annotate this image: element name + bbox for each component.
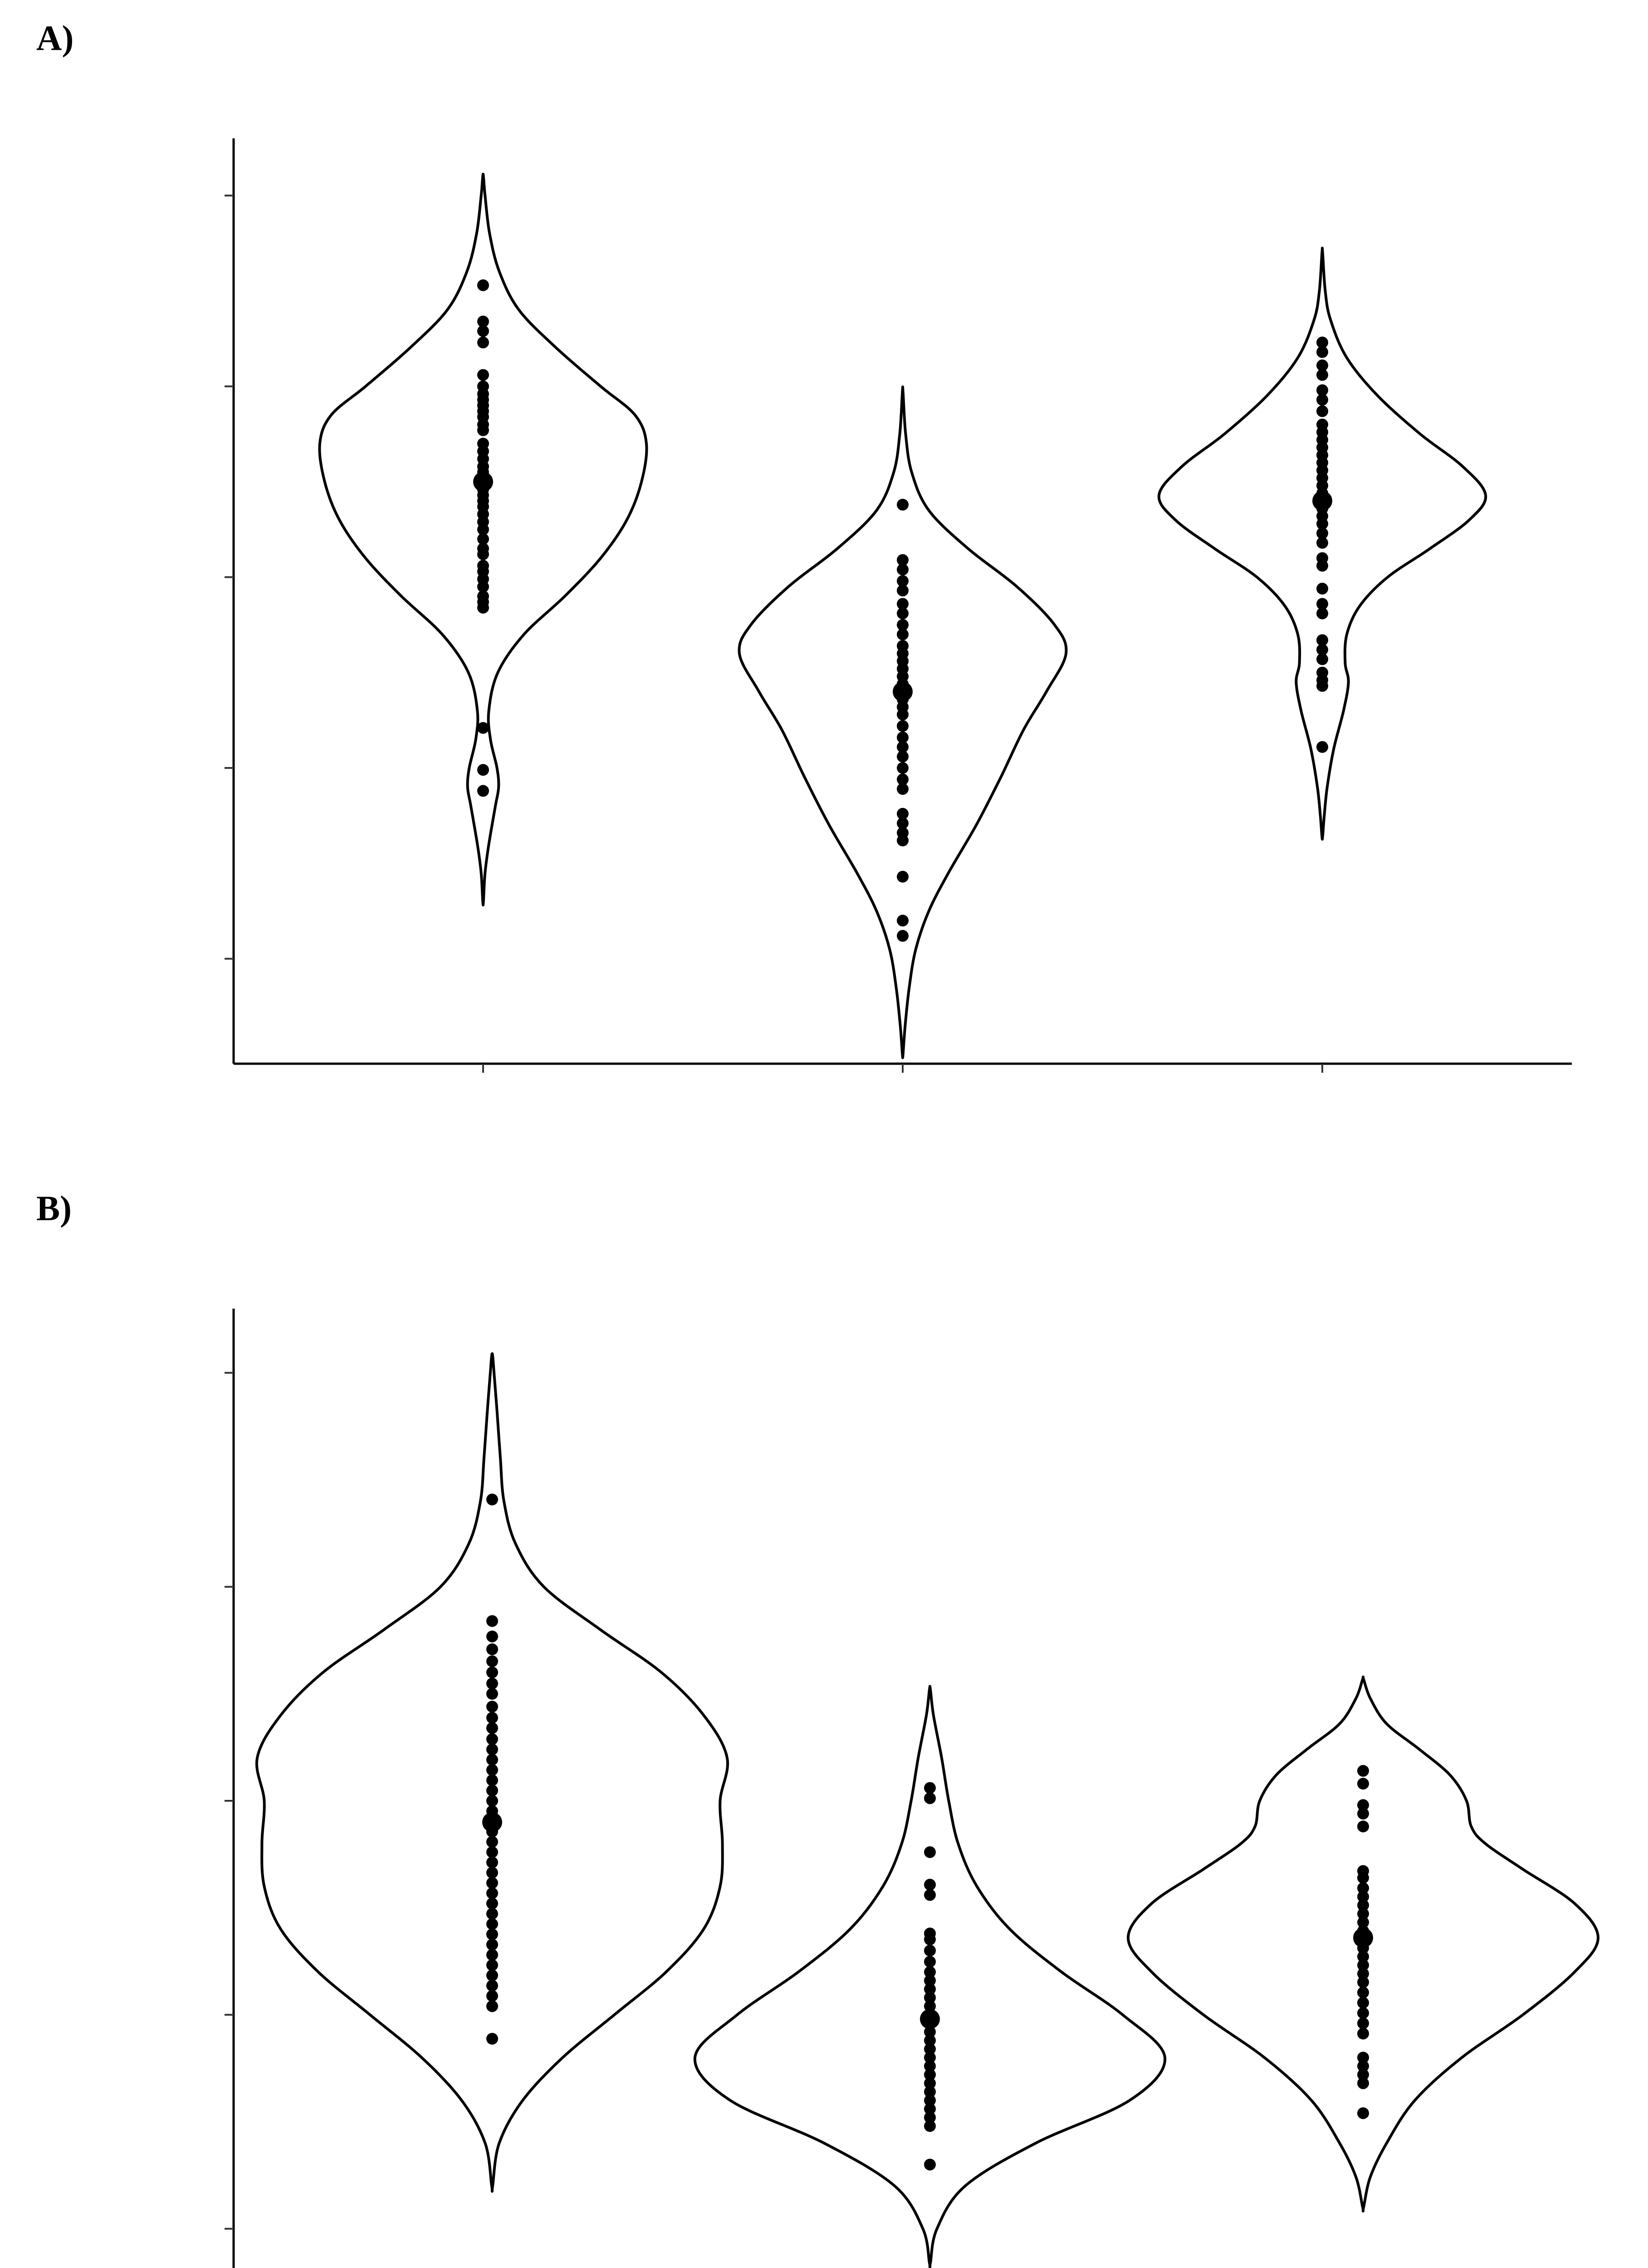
data-point <box>897 762 909 774</box>
data-point <box>486 1857 498 1868</box>
data-point <box>486 1897 498 1909</box>
data-point <box>486 1722 498 1734</box>
data-point <box>486 1744 498 1755</box>
data-point <box>486 1733 498 1745</box>
data-point <box>1357 1976 1369 1988</box>
data-point <box>924 1782 936 1794</box>
data-point <box>1316 537 1328 549</box>
data-point <box>486 1701 498 1712</box>
data-point <box>1316 741 1328 753</box>
data-point <box>477 764 489 776</box>
data-point <box>897 709 909 720</box>
data-point <box>486 1494 498 1505</box>
mean-point <box>920 2009 940 2029</box>
data-point <box>1357 2107 1369 2119</box>
data-point <box>924 1792 936 1804</box>
data-point <box>486 1867 498 1879</box>
data-point <box>486 1784 498 1796</box>
data-point <box>486 1908 498 1920</box>
data-point <box>897 915 909 927</box>
data-point <box>897 499 909 511</box>
data-point <box>477 602 489 614</box>
mean-point <box>1353 1928 1373 1948</box>
data-point <box>486 1877 498 1889</box>
data-point <box>1316 583 1328 595</box>
data-point <box>486 1795 498 1807</box>
data-point <box>924 1956 936 1968</box>
data-point <box>897 564 909 576</box>
data-point <box>486 1615 498 1627</box>
data-point <box>897 720 909 732</box>
data-point <box>477 548 489 560</box>
mean-point <box>1312 491 1332 511</box>
data-point <box>1357 1778 1369 1789</box>
data-point <box>477 722 489 734</box>
data-point <box>1357 1872 1369 1884</box>
data-point <box>1316 405 1328 417</box>
data-point <box>897 585 909 596</box>
data-point <box>477 325 489 337</box>
data-point <box>1357 1808 1369 1819</box>
data-point <box>477 337 489 348</box>
data-point <box>486 2033 498 2045</box>
data-point <box>486 1774 498 1786</box>
data-point <box>486 1712 498 1724</box>
data-point <box>486 1928 498 1940</box>
data-point <box>486 1846 498 1858</box>
data-point <box>897 751 909 763</box>
data-point <box>897 607 909 619</box>
data-point <box>897 629 909 640</box>
data-point <box>1357 1997 1369 2009</box>
observed-violin-chart <box>225 1309 1624 2268</box>
data-point <box>924 2120 936 2132</box>
data-point <box>486 1667 498 1678</box>
data-point <box>486 1970 498 1981</box>
data-point <box>486 1887 498 1899</box>
data-point <box>1316 346 1328 358</box>
data-point <box>486 1643 498 1655</box>
data-point <box>486 1688 498 1700</box>
data-point <box>477 279 489 291</box>
data-point <box>1357 2018 1369 2029</box>
mean-point <box>482 1812 502 1832</box>
data-point <box>924 1846 936 1858</box>
data-point <box>897 871 909 883</box>
data-point <box>1357 2077 1369 2089</box>
data-point <box>1357 2028 1369 2039</box>
data-point <box>1316 560 1328 572</box>
data-point <box>897 930 909 942</box>
mean-point <box>893 682 913 702</box>
panel-a-label: A) <box>36 18 74 58</box>
data-point <box>924 1879 936 1891</box>
data-point <box>1316 607 1328 619</box>
data-point <box>1357 2007 1369 2019</box>
data-point <box>486 1949 498 1961</box>
data-point <box>924 1934 936 1945</box>
mean-point <box>473 472 493 492</box>
data-point <box>486 1677 498 1689</box>
data-point <box>924 1945 936 1956</box>
data-point <box>897 835 909 846</box>
data-point <box>1357 1821 1369 1833</box>
data-point <box>477 369 489 381</box>
data-point <box>486 1939 498 1950</box>
data-point <box>1316 369 1328 381</box>
panel-b-label: B) <box>36 1188 72 1228</box>
data-point <box>1357 1765 1369 1777</box>
data-point <box>486 1764 498 1776</box>
data-point <box>486 1836 498 1848</box>
shannon-index-violin-chart <box>225 138 1572 1073</box>
data-point <box>486 1980 498 1992</box>
data-point <box>486 1990 498 2002</box>
data-point <box>477 785 489 797</box>
data-point <box>486 1754 498 1765</box>
data-point <box>924 2159 936 2170</box>
data-point <box>924 1889 936 1901</box>
data-point <box>486 1631 498 1642</box>
data-point <box>1316 680 1328 692</box>
data-point <box>486 2000 498 2012</box>
data-point <box>1316 394 1328 406</box>
data-point <box>477 425 489 436</box>
data-point <box>1357 1987 1369 1999</box>
data-point <box>486 1959 498 1971</box>
data-point <box>1316 653 1328 665</box>
data-point <box>486 1918 498 1930</box>
data-point <box>897 783 909 795</box>
data-point <box>486 1655 498 1667</box>
